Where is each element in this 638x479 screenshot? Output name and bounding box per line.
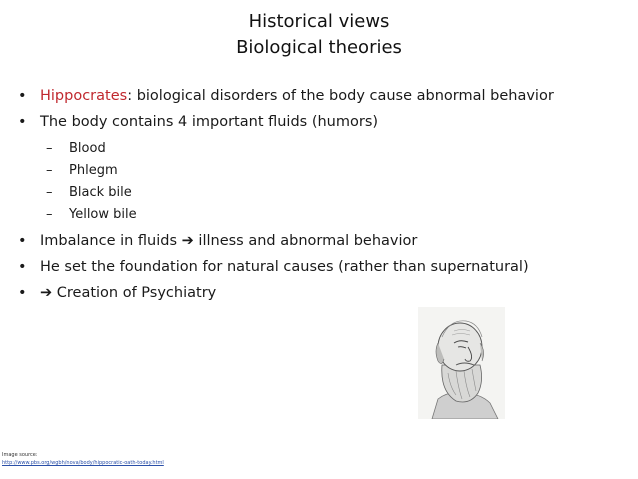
bullet-imbalance <box>18 233 417 249</box>
bullet-marker: • <box>18 114 27 130</box>
slide-subtitle: Biological theories <box>236 37 402 58</box>
arrow-icon: ➔ <box>40 285 53 301</box>
bullet-psychiatry <box>18 285 216 301</box>
bullet-marker: • <box>18 233 27 249</box>
bullet-humors <box>18 114 378 130</box>
arrow-icon: ➔ <box>181 233 194 249</box>
slide-title: Historical views <box>248 11 390 32</box>
image-source <box>2 451 164 467</box>
humor-label: Phlegm <box>69 163 118 178</box>
humor-item <box>46 207 137 222</box>
image-source-link[interactable]: http://www.pbs.org/wgbh/nova/body/hippocratic-oath-today.html <box>2 460 164 466</box>
hippocrates-portrait-icon <box>418 307 505 419</box>
bullet-humors-text: The body contains 4 important fluids (humors) <box>40 114 379 130</box>
bullet-hippocrates-text: : biological disorders of the body cause abnormal behavior <box>127 88 554 104</box>
bullet-foundation <box>18 259 529 275</box>
bullet-psychiatry-text: Creation of Psychiatry <box>52 285 217 301</box>
dash-marker: – <box>46 185 53 200</box>
bullet-marker: • <box>18 88 27 104</box>
bullet-marker: • <box>18 259 27 275</box>
humor-item <box>46 141 106 156</box>
dash-marker: – <box>46 163 53 178</box>
humor-label: Yellow bile <box>69 207 137 222</box>
humor-label: Black bile <box>69 185 132 200</box>
dash-marker: – <box>46 141 53 156</box>
bullet-hippocrates <box>18 88 554 104</box>
image-source-label: Image source: <box>2 452 38 458</box>
bullet-imbalance-text-b: illness and abnormal behavior <box>193 233 418 249</box>
humor-item <box>46 163 118 178</box>
bullet-foundation-text: He set the foundation for natural causes (rather than supernatural) <box>40 259 529 275</box>
hippocrates-name: Hippocrates <box>40 88 128 104</box>
humor-label: Blood <box>69 141 106 156</box>
dash-marker: – <box>46 207 53 222</box>
bullet-imbalance-text-a: Imbalance in fluids <box>40 233 182 249</box>
humor-item <box>46 185 132 200</box>
bullet-marker: • <box>18 285 27 301</box>
